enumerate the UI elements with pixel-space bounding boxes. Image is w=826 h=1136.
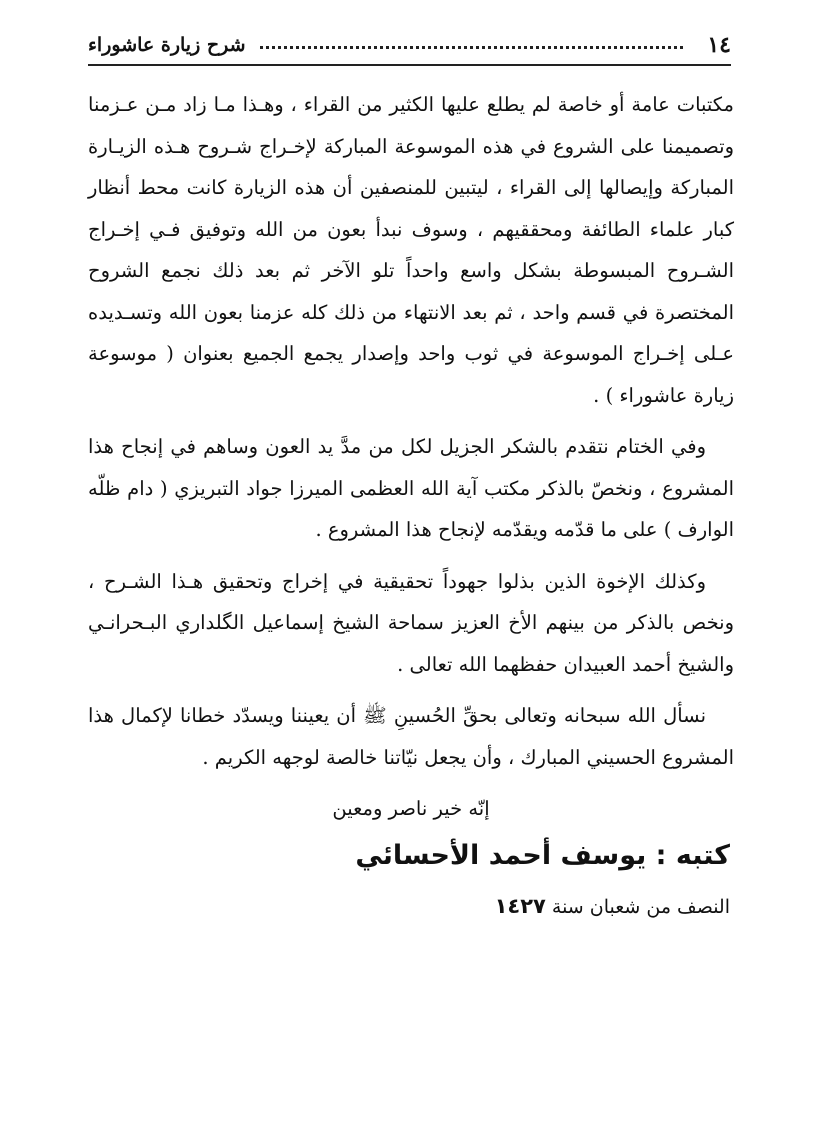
paragraph-2: وفي الختام نتقدم بالشكر الجزيل لكل من مدَّ يد العون وساهم في إنجاح هذا المشروع ، ونخصّ بالذكر مكتب آية الله العظمى الميرزا جواد التبريزي ( دام ظلّه الوارف ) على ما قدّمه ويقدّمه لإنجاح هذا المشروع . [88, 435, 734, 541]
header-rule [88, 64, 731, 66]
paragraph-3: وكذلك الإخوة الذين بذلوا جهوداً تحقيقية في إخراج وتحقيق هـذا الشـرح ، ونخص بالذكر من بينهم الأخ العزيز سماحة الشيخ إسماعيل الگلداري البـحرانـي والشيخ أحمد العبيدان حفظهما الله تعالى . [88, 569, 734, 676]
date-line [495, 894, 730, 918]
paragraph-4: نسأل الله سبحانه وتعالى بحقِّ الحُسينِ ﷺ أن يعيننا ويسدّد خطانا لإكمال هذا المشروع الحسيني المبارك ، وأن يجعل نيّاتنا خالصة لوجهه الكريم . [88, 704, 734, 769]
date-year: ١٤٢٧ [494, 894, 546, 918]
author-signature: كتبه : يوسف أحمد الأحسائي [355, 840, 730, 871]
running-title: شرح زيارة عاشوراء [88, 34, 246, 56]
page-number: ١٤ [707, 32, 731, 58]
page-header [88, 28, 731, 62]
paragraph-1: مكتبات عامة أو خاصة لم يطلع عليها الكثير من القراء ، وهـذا مـا زاد مـن عـزمنا وتصميمنا على الشروع في هذه الموسوعة المباركة لإخـراج شـروح هـذه الزيـارة المباركة وإيصالها إلى القراء ، ليتبين للمنصفين أن هذه الزيارة كانت محط أنظار كبار علماء الطائفة ومحققيهم ، وسوف نبدأ بعون من الله وتوفيق فـي إخـراج الشـروح المبسوطة بشكل واسع واحداً تلو الآخر ثم بعد ذلك نجمع الشروح المختصرة في قسم واحد ، ثم بعد الانتهاء من ذلك كله عزمنا بعون الله وتسـديده عـلى إخـراج الموسوعة في ثوب واحد وإصدار يجمع الجميع بعنوان ( موسوعة زيارة عاشوراء ) . [88, 93, 734, 407]
header-dot-leader [260, 46, 684, 49]
body-text [88, 84, 734, 830]
date-text: النصف من شعبان سنة [551, 896, 730, 918]
closing-line: إنّه خير ناصر ومعين [332, 797, 490, 820]
